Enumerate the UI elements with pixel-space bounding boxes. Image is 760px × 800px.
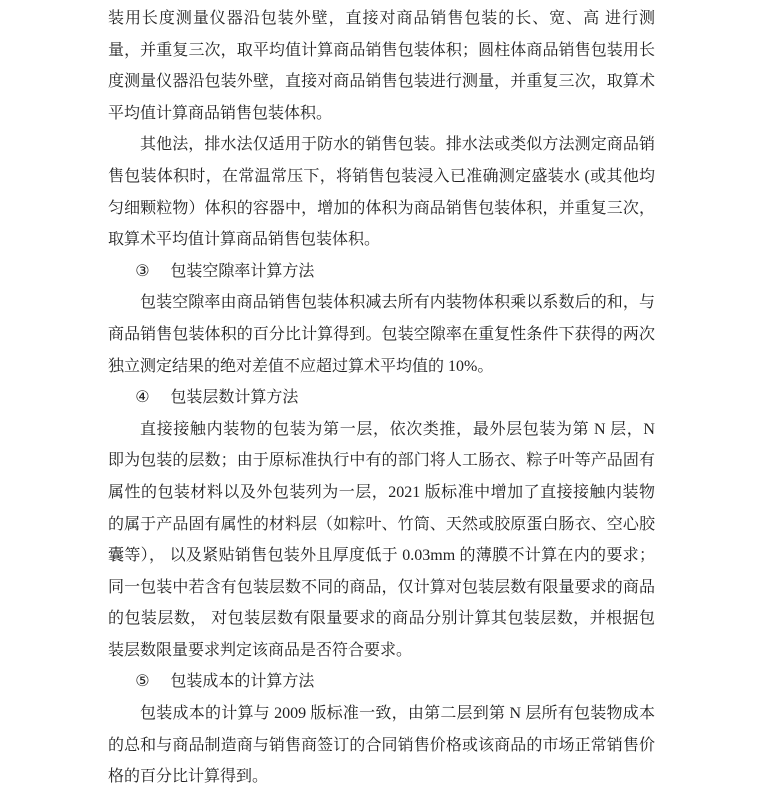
section-heading-label: 包装空隙率计算方法: [170, 262, 315, 280]
circled-number-4: ④: [135, 389, 150, 407]
paragraph-void-ratio-calculation: 包装空隙率由商品销售包装体积减去所有内装物体积乘以系数后的和，与商品销售包装体积的百分比计算得到。包装空隙率在重复性条件下获得的两次独立测定结果的绝对差值不应超过算术平均值的 10%。: [108, 294, 655, 375]
section-heading-label: 包装成本的计算方法: [170, 673, 315, 691]
section-heading-void-ratio: [108, 256, 655, 288]
paragraph-layer-count-calculation: 直接接触内装物的包装为第一层，依次类推，最外层包装为第 N 层，N 即为包装的层数；由于原标准执行中有的部门将人工肠衣、粽子叶等产品固有属性的包装材料以及外包装列为一层，2021 版标准中增加了直接接触内装物的属于产品固有属性的材料层（如粽叶、竹筒、天然或胶原蛋白肠衣、空心胶囊等）， 以及紧贴销售包装外且厚度低于 0.03mm 的薄膜不计算在内的要求；同一包装中若含有包装层数不同的商品，仅计算对包装层数有限量要求的商品的包装层数， 对包装层数有限量要求的商品分别计算其包装层数，并根据包装层数限量要求判定该商品是否符合要求。: [108, 420, 655, 659]
paragraph-packaging-cost-calculation: 包装成本的计算与 2009 版标准一致，由第二层到第 N 层所有包装物成本的总和与商品制造商与销售商签订的合同销售价格或该商品的市场正常销售价格的百分比计算得到。: [108, 705, 655, 786]
circled-number-5: ⑤: [135, 673, 150, 691]
section-heading-packaging-cost: [108, 666, 655, 698]
paragraph-other-method-water-displacement: 其他法，排水法仅适用于防水的销售包装。排水法或类似方法测定商品销售包装体积时，在常温常压下，将销售包装浸入已准确测定盛装水 (或其他均匀细颗粒物）体积的容器中，增加的体积为商品销售包装体积，并重复三次，取算术平均值计算商品销售包装体积。: [108, 136, 655, 249]
section-heading-layer-count: [108, 382, 655, 414]
section-heading-label: 包装层数计算方法: [170, 389, 299, 407]
circled-number-3: ③: [135, 262, 150, 280]
paragraph-measurement-method: 装用长度测量仪器沿包装外壁，直接对商品销售包装的长、宽、高 进行测量，并重复三次，取平均值计算商品销售包装体积；圆柱体商品销售包装用长度测量仪器沿包装外壁，直接对商品销售包装进行测量，并重复三次，取算术平均值计算商品销售包装体积。: [108, 10, 655, 122]
